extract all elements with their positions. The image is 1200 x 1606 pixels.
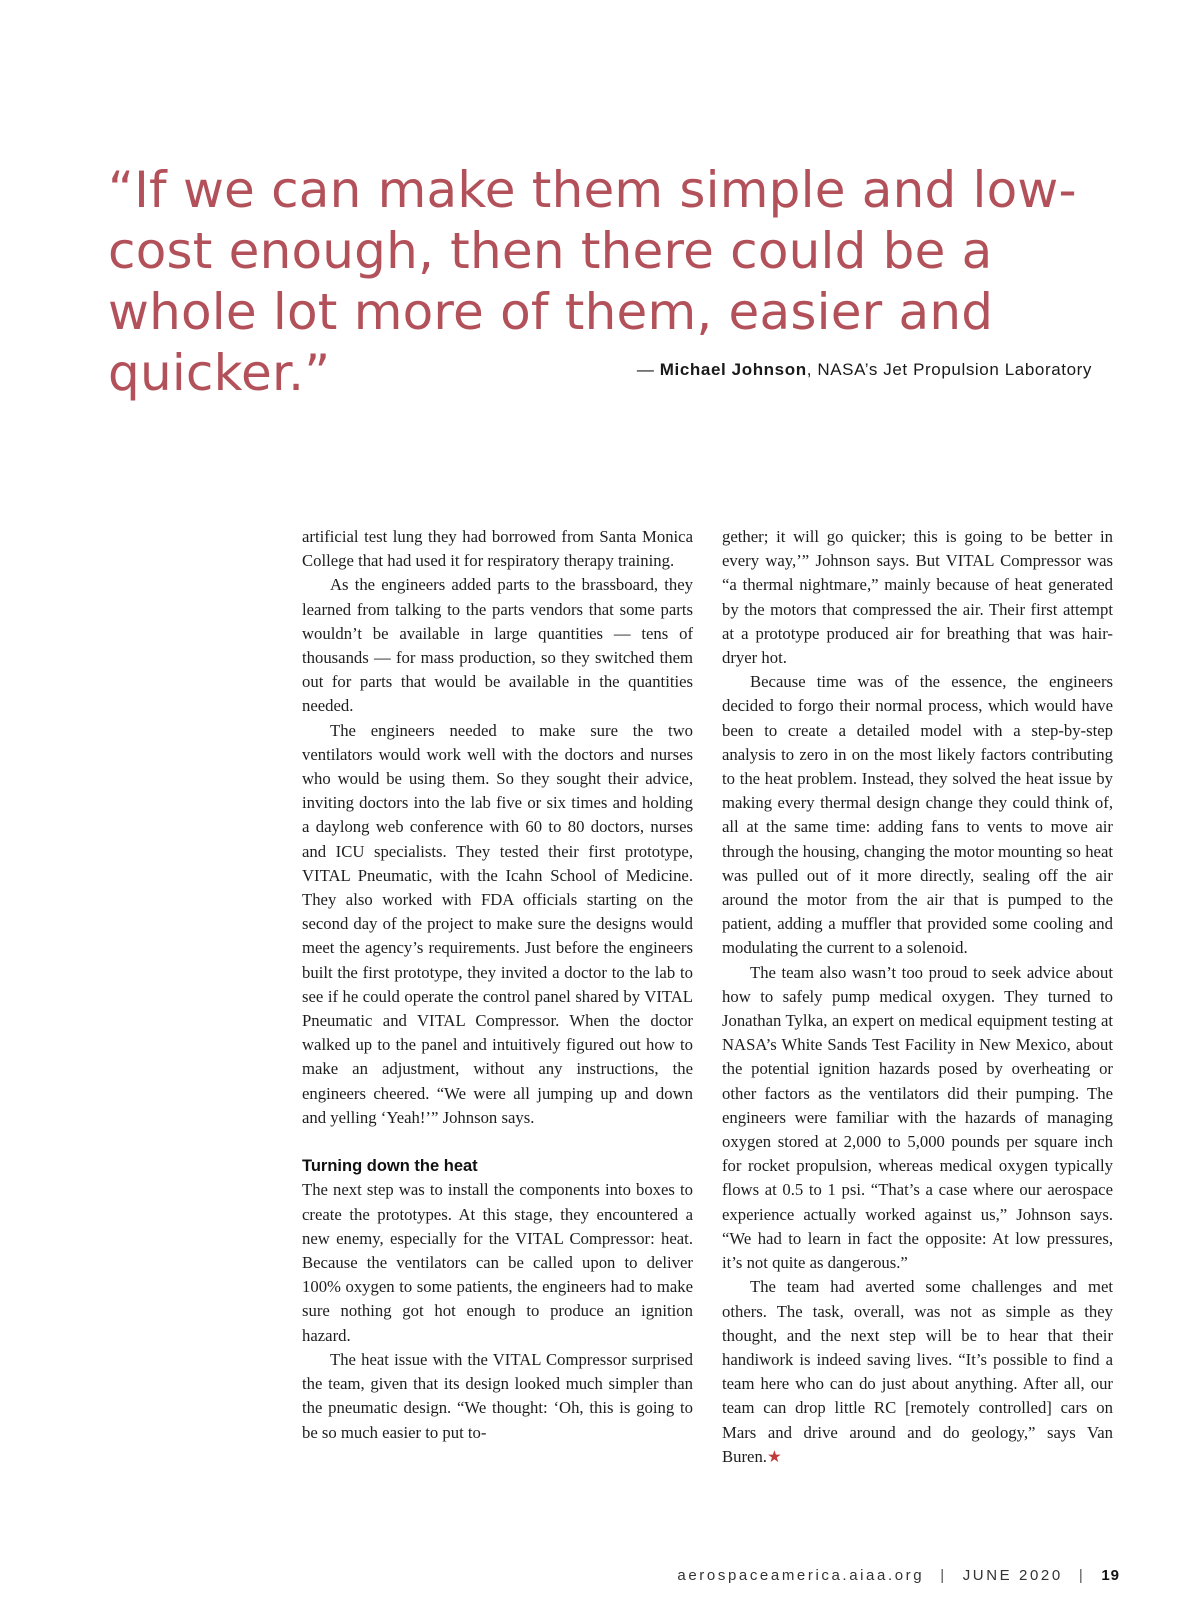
paragraph-final-text: The team had averted some challenges and met others. The task, overall, was not as simple as they thought, and the next step will be to hear that their handiwork is indeed saving lives. “It’s possible to find a team here who can do just about anything. After all, our team can drop little RC [remotely controlled] cars on Mars and drive around and do geology,” says Van Buren.	[722, 1277, 1113, 1466]
attribution-name: Michael Johnson	[659, 360, 807, 379]
quote-attribution	[637, 360, 1092, 380]
end-star-icon: ★	[766, 1446, 782, 1466]
article-column-left	[302, 525, 693, 1445]
paragraph-final	[722, 1275, 1113, 1469]
page-number: 19	[1101, 1567, 1120, 1584]
paragraph: gether; it will go quicker; this is going to be better in every way,’” Johnson says. But VITAL Compressor was “a thermal nightmare,” mainly because of heat generated by the motors that compressed the air. Their first attempt at a prototype produced air for breathing that was hair-dryer hot.	[722, 527, 1113, 668]
paragraph: artificial test lung they had borrowed from Santa Monica College that had used it for respiratory therapy training.	[302, 527, 693, 571]
paragraph: The heat issue with the VITAL Compressor surprised the team, given that its design looked much simpler than the pneumatic design. “We thought: ‘Oh, this is going to be so much easier to put to-	[302, 1349, 693, 1442]
footer-issue: JUNE 2020	[962, 1567, 1063, 1584]
section-subhead: Turning down the heat	[302, 1157, 478, 1176]
footer-separator: |	[940, 1567, 947, 1584]
paragraph: The engineers needed to make sure the two ventilators would work well with the doctors and nurses who would be using them. So they sought their advice, inviting doctors into the lab five or six times and holding a daylong web conference with 60 to 80 doctors, nurses and ICU specialists. They tested their first prototype, VITAL Pneumatic, with the Icahn School of Medicine. They also worked with FDA officials starting on the second day of the project to make sure the designs would meet the agency’s requirements. Just before the engineers built the first prototype, they invited a doctor to the lab to see if he could operate the control panel shared by VITAL Pneumatic and VITAL Compressor. When the doctor walked up to the panel and intuitively figured out how to make an adjustment, without any instructions, the engineers cheered. “We were all jumping up and down and yelling ‘Yeah!’” Johnson says.	[302, 720, 693, 1127]
page-footer	[677, 1567, 1120, 1584]
attribution-dash: —	[636, 360, 660, 379]
article-column-right	[722, 525, 1113, 1469]
footer-website: aerospaceamerica.aiaa.org	[677, 1567, 925, 1584]
paragraph: Because time was of the essence, the engineers decided to forgo their normal process, which would have been to create a detailed model with a step-by-step analysis to zero in on the most likely factors contributing to the heat problem. Instead, they solved the heat issue by making every thermal design change they could think of, all at the same time: adding fans to vents to move air through the housing, changing the motor mounting so heat was pulled out of it more directly, sealing off the air around the motor from the air that is pumped to the patient, adding a muffler that provided some cooling and modulating the current to a solenoid.	[722, 672, 1113, 958]
paragraph: The team also wasn’t too proud to seek advice about how to safely pump medical oxygen. They turned to Jonathan Tylka, an expert on medical equipment testing at NASA’s White Sands Test Facility in New Mexico, about the potential ignition hazards posed by overheating or other factors as the ventilators did their pumping. The engineers were familiar with the hazards of managing oxygen stored at 2,000 to 5,000 pounds per square inch for rocket propulsion, whereas medical oxygen typically flows at 0.5 to 1 psi. “That’s a case where our aerospace experience actually worked against us,” Johnson says. “We had to learn in fact the opposite: At low pressures, it’s not quite as dangerous.”	[722, 962, 1113, 1273]
footer-separator: |	[1078, 1567, 1086, 1584]
paragraph: The next step was to install the components into boxes to create the prototypes. At this stage, they encountered a new enemy, especially for the VITAL Compressor: heat. Because the ventilators can be called upon to deliver 100% oxygen to some patients, the engineers had to make sure nothing got hot enough to produce an ignition hazard.	[302, 1180, 693, 1345]
paragraph: As the engineers added parts to the brassboard, they learned from talking to the parts vendors that some parts wouldn’t be available in large quantities — tens of thousands — for mass production, so they switched them out for parts that would be available in the quantities needed.	[302, 575, 693, 716]
attribution-affiliation: , NASA’s Jet Propulsion Laboratory	[806, 360, 1092, 379]
pull-quote: “If we can make them simple and low-cost enough, then there could be a whole lot more of them, easier and quicker.”	[108, 161, 1077, 402]
